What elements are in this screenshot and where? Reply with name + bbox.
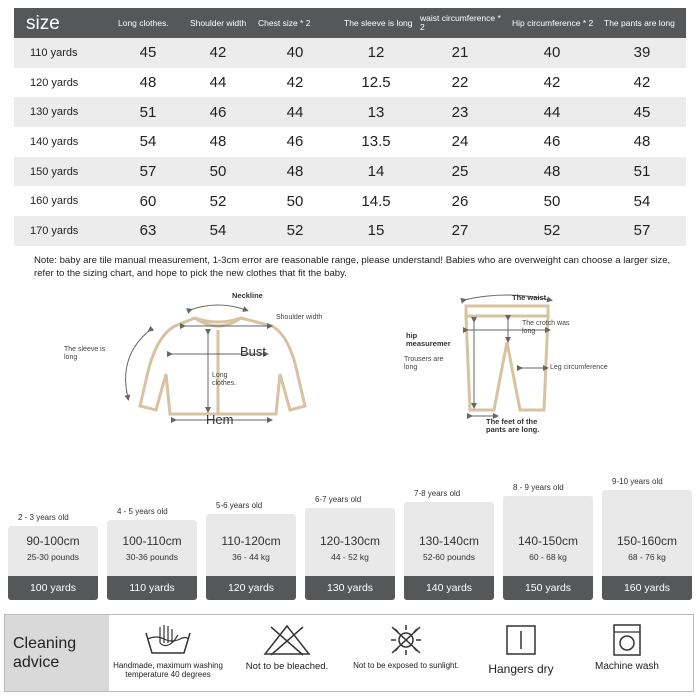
table-row	[14, 68, 686, 98]
measurement-cell: 12.5	[361, 74, 391, 92]
measurement-cell: 50	[543, 192, 561, 210]
care-text: Handmade, maximum washing temperature 40 degrees	[113, 661, 223, 679]
weight-range: 60 - 68 kg	[529, 552, 567, 562]
size-cell: 150 yards	[30, 165, 79, 178]
header-cell: Hip circumference * 2	[512, 17, 594, 28]
measurement-cell: 51	[633, 163, 651, 181]
measurement-cell: 44	[209, 74, 227, 92]
trousers-label: Trousers are long	[404, 356, 444, 371]
care-text: Hangers dry	[488, 662, 554, 676]
measurement-cell: 24	[451, 133, 469, 151]
weight-range: 25-30 pounds	[27, 552, 79, 562]
height-range: 150-160cm	[616, 534, 678, 548]
shirt-outline	[140, 318, 305, 414]
weight-range: 68 - 76 kg	[628, 552, 666, 562]
measurement-cell: 42	[286, 74, 304, 92]
height-range: 100-110cm	[122, 534, 182, 548]
age-label: 8 - 9 years old	[513, 483, 564, 492]
age-label: 7-8 years old	[414, 489, 461, 498]
shoulder-label: Shoulder width	[276, 314, 323, 321]
measurement-cell: 40	[543, 44, 561, 62]
measurement-cell: 50	[209, 163, 227, 181]
measurement-cell: 44	[543, 103, 561, 121]
care-item-no-bleach	[227, 615, 347, 691]
measurement-cell: 48	[139, 74, 157, 92]
size-cell: 160 yards	[30, 195, 79, 208]
hem-label: Hem	[206, 412, 234, 427]
weight-range: 52-60 pounds	[423, 552, 475, 562]
age-size-steps	[0, 460, 700, 600]
care-text: Not to be bleached.	[245, 661, 329, 672]
measurement-cell: 48	[286, 163, 304, 181]
size-table	[14, 8, 686, 246]
size-step	[404, 502, 494, 600]
weight-range: 30-36 pounds	[126, 552, 178, 562]
table-header	[14, 8, 686, 38]
measurement-cell: 45	[633, 103, 651, 121]
weight-range: 36 - 44 kg	[232, 552, 270, 562]
cleaning-advice	[4, 614, 694, 692]
measurement-cell: 45	[139, 44, 157, 62]
age-label: 4 - 5 years old	[117, 507, 168, 516]
height-range: 120-130cm	[319, 534, 381, 548]
measurement-cell: 51	[139, 103, 157, 121]
care-text: Not to be exposed to sunlight.	[353, 661, 459, 670]
measurement-cell: 48	[543, 163, 561, 181]
table-body	[14, 38, 686, 246]
measurement-cell: 46	[209, 103, 227, 121]
table-row	[14, 216, 686, 246]
header-cell: Shoulder width	[190, 17, 247, 28]
care-item-hand-wash	[109, 615, 227, 691]
care-item-no-sun	[347, 615, 465, 691]
height-range: 140-150cm	[517, 534, 579, 548]
size-label: 160 yards	[602, 576, 692, 600]
measurement-cell: 42	[543, 74, 561, 92]
weight-range: 44 - 52 kg	[331, 552, 369, 562]
machine-wash-icon	[601, 623, 653, 657]
size-label: 140 yards	[404, 576, 494, 600]
sleeve-label: The sleeve is long	[64, 346, 106, 361]
measurement-cell: 14	[367, 163, 385, 181]
measurement-cell: 46	[286, 133, 304, 151]
table-row	[14, 38, 686, 68]
hand-wash-icon	[142, 623, 194, 657]
size-step	[305, 508, 395, 600]
size-step	[8, 526, 98, 600]
size-label: 120 yards	[206, 576, 296, 600]
neckline-label: Neckline	[232, 291, 263, 300]
size-step	[503, 496, 593, 600]
bust-label: Bust	[240, 344, 267, 359]
leg-label: Leg circumference	[550, 364, 608, 371]
table-row	[14, 97, 686, 127]
measurement-cell: 46	[543, 133, 561, 151]
crotch-label: The crotch was long	[522, 320, 570, 335]
size-step	[107, 520, 197, 600]
measurement-cell: 48	[209, 133, 227, 151]
care-item-machine-wash	[577, 615, 677, 691]
size-label: 100 yards	[8, 576, 98, 600]
measurement-cell: 26	[451, 192, 469, 210]
header-cell: waist circumference * 2	[420, 13, 501, 32]
measurement-cell: 23	[451, 103, 469, 121]
measurement-cell: 52	[209, 192, 227, 210]
measurement-cell: 57	[633, 222, 651, 240]
long-clothes-label: Long clothes.	[212, 372, 237, 387]
measurement-cell: 39	[633, 44, 651, 62]
size-label: 110 yards	[107, 576, 197, 600]
measurement-cell: 63	[139, 222, 157, 240]
age-label: 2 - 3 years old	[18, 513, 69, 522]
size-label: 150 yards	[503, 576, 593, 600]
header-cell: Long clothes.	[118, 17, 169, 28]
measurement-cell: 27	[451, 222, 469, 240]
no-sun-icon	[380, 623, 432, 657]
hang-dry-icon	[495, 623, 547, 657]
waist-label: The waist	[512, 293, 547, 302]
care-text: Machine wash	[595, 661, 659, 672]
header-cell: The pants are long	[604, 17, 675, 28]
sizing-note: Note: baby are tile manual measurement, 1-3cm error are reasonable range, please understand! Babies who are overweight can choose a larger size, refer to the sizing chart, and hope to pick the new clothes that fit the baby.	[34, 255, 671, 279]
size-cell: 110 yards	[30, 46, 78, 59]
height-range: 130-140cm	[418, 534, 480, 548]
size-cell: 140 yards	[30, 135, 79, 148]
measurement-cell: 48	[633, 133, 651, 151]
feet-label: The feet of the pants are long.	[486, 417, 540, 434]
size-step	[206, 514, 296, 600]
measurement-cell: 54	[139, 133, 157, 151]
measurement-cell: 44	[286, 103, 304, 121]
measurement-cell: 54	[633, 192, 651, 210]
cleaning-title: Cleaning advice	[5, 615, 109, 691]
size-step	[602, 490, 692, 600]
age-label: 5-6 years old	[216, 501, 263, 510]
measurement-cell: 22	[451, 74, 469, 92]
no-bleach-icon	[261, 623, 313, 657]
measurement-cell: 25	[451, 163, 469, 181]
measurement-cell: 52	[286, 222, 304, 240]
hip-label: hip measuremer	[406, 331, 451, 348]
table-row	[14, 186, 686, 216]
height-range: 90-100cm	[26, 534, 80, 548]
measurement-cell: 57	[139, 163, 157, 181]
measurement-cell: 12	[367, 44, 385, 62]
measurement-cell: 50	[286, 192, 304, 210]
care-item-hang-dry	[465, 615, 577, 691]
measurement-cell: 54	[209, 222, 227, 240]
measurement-cell: 13.5	[361, 133, 391, 151]
measurement-cell: 52	[543, 222, 561, 240]
table-row	[14, 157, 686, 187]
size-cell: 130 yards	[30, 106, 79, 119]
header-cell: Chest size * 2	[258, 17, 311, 28]
age-label: 6-7 years old	[315, 495, 362, 504]
size-label: 130 yards	[305, 576, 395, 600]
age-label: 9-10 years old	[612, 477, 663, 486]
measurement-cell: 13	[367, 103, 385, 121]
measurement-cell: 15	[367, 222, 385, 240]
measurement-cell: 42	[209, 44, 227, 62]
measurement-cell: 40	[286, 44, 304, 62]
measurement-cell: 60	[139, 192, 157, 210]
measurement-diagrams	[0, 286, 700, 436]
size-cell: 120 yards	[30, 76, 79, 89]
measurement-cell: 21	[451, 44, 469, 62]
size-cell: 170 yards	[30, 224, 79, 237]
measurement-cell: 42	[633, 74, 651, 92]
height-range: 110-120cm	[221, 534, 281, 548]
header-cell: The sleeve is long	[344, 17, 413, 28]
table-row	[14, 127, 686, 157]
measurement-cell: 14.5	[361, 192, 391, 210]
header-cell: size	[26, 12, 60, 34]
